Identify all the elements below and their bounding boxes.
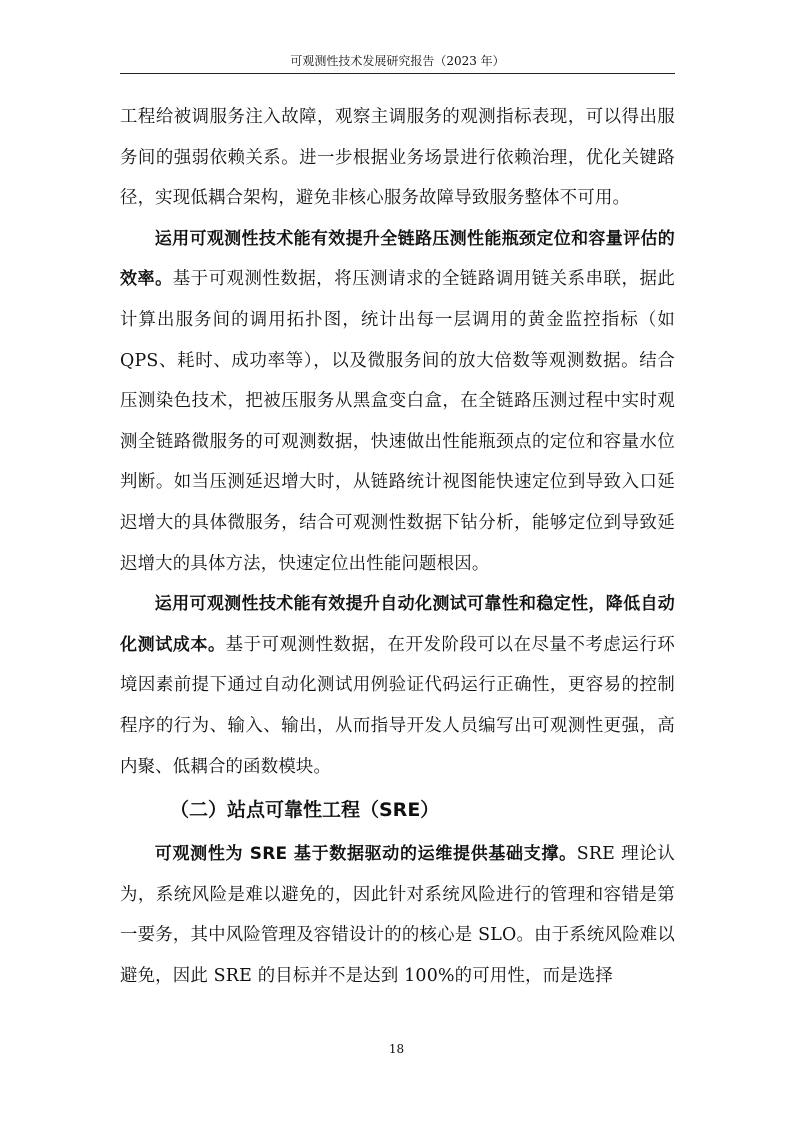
paragraph-continued: 工程给被调服务注入故障，观察主调服务的观测指标表现，可以得出服务间的强弱依赖关系。进一步根据业务场景进行依赖治理，优化关键路径，实现低耦合架构，避免非核心服务故障导致服务整体不可用。 [120, 107, 675, 209]
paragraph-sre [120, 834, 675, 996]
paragraph-body-text: 基于可观测性数据，将压测请求的全链路调用链关系串联，据此计算出服务间的调用拓扑图，统计出每一层调用的黄金监控指标（如 QPS、耗时、成功率等），以及微服务间的放大倍数等观测数据。结合压测染色技术，把被压服务从黑盒变白盒，在全链路压测过程中实时观测全链路微服务的可观测数据，快速做出性能瓶颈点的定位和容量水位判断。如当压测延迟增大时，从链路统计视图能快速定位到导致入口延迟增大的具体微服务，结合可观测性数据下钻分析，能够定位到导致延迟增大的具体方法，快速定位出性能问题根因。 [120, 269, 675, 574]
paragraph-full-link-stress-test [120, 219, 675, 584]
paragraph-lead-bold: 运用可观测性技术能有效提升自动化测试可靠性和稳定性，降低自动化测试成本。 [120, 594, 675, 655]
page-body [120, 97, 675, 996]
running-header: 可观测性技术发展研究报告（2023 年） [290, 54, 505, 68]
section-heading-sre: （二）站点可靠性工程（SRE） [170, 799, 440, 822]
paragraph-lead-bold: 运用可观测性技术能有效提升全链路压测性能瓶颈定位和容量评估的效率。 [120, 228, 675, 290]
paragraph-body-text: SRE 理论认为，系统风险是难以避免的，因此针对系统风险进行的管理和容错是第一要务，其中风险管理及容错设计的的核心是 SLO。由于系统风险难以避免，因此 SRE 的目标并不是达到 100%的可用性，而是选择 [120, 844, 675, 986]
paragraph-automated-testing [120, 584, 675, 787]
page-number: 18 [388, 1042, 405, 1056]
paragraph-body-text: 基于可观测性数据，在开发阶段可以在尽量不考虑运行环境因素前提下通过自动化测试用例验证代码运行正确性，更容易的控制程序的行为、输入、输出，从而指导开发人员编写出可观测性更强，高内聚、低耦合的函数模块。 [120, 634, 675, 777]
paragraph-lead-bold: 可观测性为 SRE 基于数据驱动的运维提供基础支撑。 [154, 844, 577, 865]
header-divider [120, 73, 675, 74]
